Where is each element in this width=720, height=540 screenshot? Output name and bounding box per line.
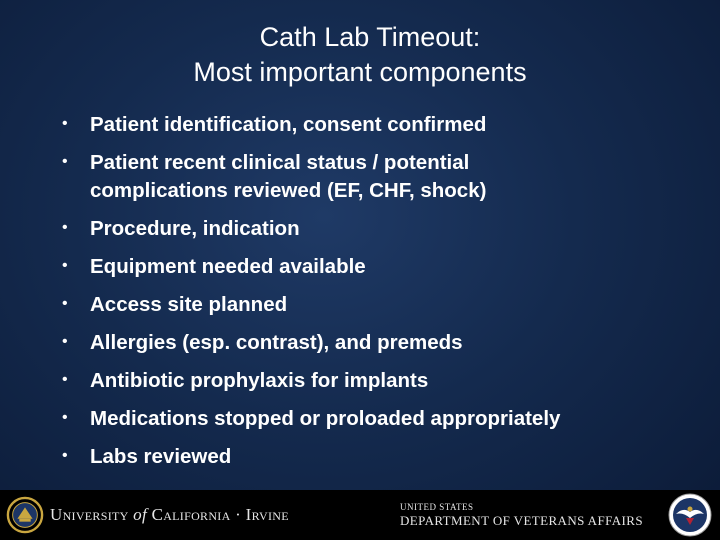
slide-title — [0, 20, 720, 90]
uci-word-of: of — [133, 505, 147, 524]
va-seal-icon — [666, 492, 714, 538]
title-line-1: Cath Lab Timeout: — [259, 22, 481, 52]
bullet-text: Patient recent clinical status / potential — [90, 151, 470, 174]
uci-wordmark — [50, 505, 289, 525]
bullet-dot-icon: • — [62, 295, 68, 312]
uci-word-irvine: Irvine — [245, 505, 289, 524]
bullet-item — [62, 215, 702, 243]
title-line-2: Most important components — [193, 57, 527, 87]
bullet-item — [62, 443, 702, 471]
bullet-text: Labs reviewed — [90, 445, 232, 468]
va-department-name: DEPARTMENT OF VETERANS AFFAIRS — [400, 513, 643, 528]
bullet-list — [62, 111, 702, 471]
uci-word-california: California — [151, 505, 231, 524]
bullet-text: Patient identification, consent confirmed — [90, 113, 487, 136]
bullet-text: Allergies (esp. contrast), and premeds — [90, 331, 463, 354]
bullet-text: Equipment needed available — [90, 255, 366, 278]
bullet-dot-icon: • — [62, 333, 68, 350]
bullet-dot-icon: • — [62, 115, 68, 132]
bullet-dot-icon: • — [62, 409, 68, 426]
bullet-item — [62, 329, 702, 357]
bullet-dot-icon: • — [62, 371, 68, 388]
bullet-dot-icon: • — [62, 447, 68, 464]
bullet-dot-icon: • — [62, 219, 68, 236]
bullet-text: Medications stopped or proloaded appropriately — [90, 407, 561, 430]
bullet-dot-icon: • — [62, 153, 68, 170]
bullet-text: Access site planned — [90, 293, 288, 316]
bullet-item — [62, 367, 702, 395]
uci-word-university: University — [50, 505, 129, 524]
bullet-item — [62, 405, 702, 433]
bullet-dot-icon: • — [62, 257, 68, 274]
bullet-item — [62, 253, 702, 281]
uci-separator: · — [235, 505, 242, 524]
uci-seal-icon — [6, 496, 44, 534]
va-small-label: UNITED STATES — [400, 502, 474, 512]
bullet-item — [62, 111, 702, 139]
bullet-item — [62, 291, 702, 319]
bullet-text: complications reviewed (EF, CHF, shock) — [90, 179, 487, 202]
footer-bar — [0, 490, 720, 540]
bullet-item — [62, 149, 702, 205]
bullet-text: Antibiotic prophylaxis for implants — [90, 369, 429, 392]
bullet-text: Procedure, indication — [90, 217, 300, 240]
